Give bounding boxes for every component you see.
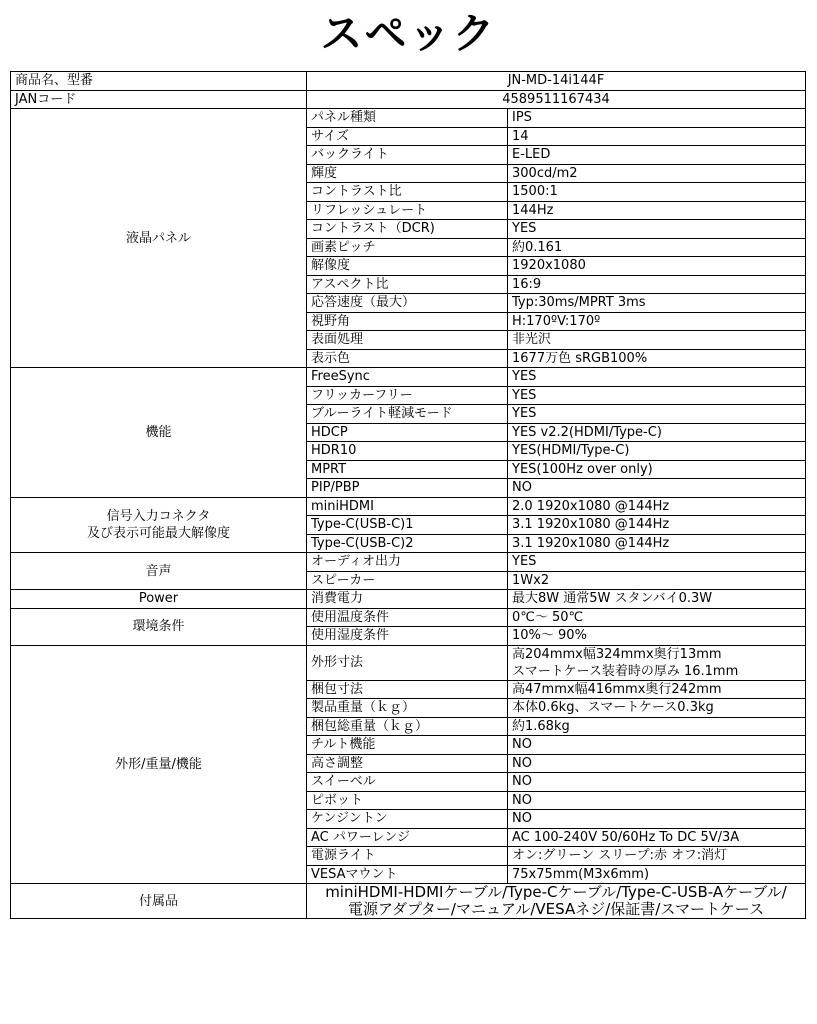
spec-label: オーディオ出力 bbox=[307, 553, 508, 572]
table-row bbox=[11, 497, 806, 516]
accessories-line2: 電源アダプター/マニュアル/VESAネジ/保証書/スマートケース bbox=[348, 900, 764, 918]
table-row bbox=[11, 884, 806, 919]
page-title: スペック bbox=[320, 9, 497, 58]
spec-value bbox=[508, 645, 806, 680]
spec-value: オン:グリーン スリープ:赤 オフ:消灯 bbox=[508, 847, 806, 866]
spec-value: 3.1 1920x1080 @144Hz bbox=[508, 534, 806, 553]
spec-value: 約1.68kg bbox=[508, 717, 806, 736]
spec-value: 最大8W 通常5W スタンバイ0.3W bbox=[508, 590, 806, 609]
spec-value: 1677万色 sRGB100% bbox=[508, 349, 806, 368]
spec-label: 画素ピッチ bbox=[307, 238, 508, 257]
spec-value: 14 bbox=[508, 127, 806, 146]
category-label: 液晶パネル bbox=[125, 230, 191, 246]
category-cell bbox=[11, 590, 307, 609]
spec-label: サイズ bbox=[307, 127, 508, 146]
spec-label: Type-C(USB-C)2 bbox=[307, 534, 508, 553]
spec-label: コントラスト（DCR) bbox=[307, 220, 508, 239]
spec-label: AC パワーレンジ bbox=[307, 828, 508, 847]
category-label: Power bbox=[138, 591, 179, 607]
spec-label: 梱包寸法 bbox=[307, 680, 508, 699]
category-label: 機能 bbox=[145, 424, 172, 440]
category-label-line2: 及び表示可能最大解像度 bbox=[86, 525, 230, 541]
spec-value: 本体0.6kg、スマートケース0.3kg bbox=[508, 699, 806, 718]
spec-label: 製品重量（ｋｇ） bbox=[307, 699, 508, 718]
spec-value: 1500:1 bbox=[508, 183, 806, 202]
spec-label: MPRT bbox=[307, 460, 508, 479]
spec-label: バックライト bbox=[307, 146, 508, 165]
spec-label: 外形寸法 bbox=[307, 645, 508, 680]
header-label: JANコード bbox=[11, 90, 307, 109]
category-label: 音声 bbox=[145, 563, 172, 579]
table-row bbox=[11, 109, 806, 128]
category-label: 環境条件 bbox=[132, 619, 185, 634]
spec-value: 10%～ 90% bbox=[508, 627, 806, 646]
spec-label: ブルーライト軽減モード bbox=[307, 405, 508, 424]
spec-label: VESAマウント bbox=[307, 865, 508, 884]
spec-label: アスペクト比 bbox=[307, 275, 508, 294]
spec-label: Type-C(USB-C)1 bbox=[307, 516, 508, 535]
spec-value: 非光沢 bbox=[508, 331, 806, 350]
spec-label: 表面処理 bbox=[307, 331, 508, 350]
category-cell bbox=[11, 645, 307, 884]
spec-label: スピーカー bbox=[307, 571, 508, 590]
spec-label: HDCP bbox=[307, 423, 508, 442]
spec-label: 使用湿度条件 bbox=[307, 627, 508, 646]
category-cell bbox=[11, 368, 307, 498]
spec-label: 消費電力 bbox=[307, 590, 508, 609]
spec-label: HDR10 bbox=[307, 442, 508, 461]
spec-label: 解像度 bbox=[307, 257, 508, 276]
spec-label: フリッカーフリー bbox=[307, 386, 508, 405]
spec-value: YES bbox=[508, 386, 806, 405]
accessories-line1: miniHDMI-HDMIケーブル/Type-Cケーブル/Type-C-USB-Aケーブル/ bbox=[325, 883, 787, 901]
spec-label: ケンジントン bbox=[307, 810, 508, 829]
spec-value: YES(HDMI/Type-C) bbox=[508, 442, 806, 461]
spec-table bbox=[10, 71, 806, 919]
spec-label: コントラスト比 bbox=[307, 183, 508, 202]
table-row bbox=[11, 553, 806, 572]
spec-label: 使用温度条件 bbox=[307, 608, 508, 627]
spec-value: IPS bbox=[508, 109, 806, 128]
spec-value: 約0.161 bbox=[508, 238, 806, 257]
spec-label: リフレッシュレート bbox=[307, 201, 508, 220]
accessories-value bbox=[307, 884, 806, 919]
spec-label: 高さ調整 bbox=[307, 754, 508, 773]
category-label: 信号入力コネクタ bbox=[106, 508, 211, 524]
spec-value: YES bbox=[508, 405, 806, 424]
spec-value: NO bbox=[508, 810, 806, 829]
spec-label: 表示色 bbox=[307, 349, 508, 368]
table-row bbox=[11, 645, 806, 680]
table-row bbox=[11, 608, 806, 627]
spec-value: 16:9 bbox=[508, 275, 806, 294]
header-label: 商品名、型番 bbox=[11, 72, 307, 91]
category-label: 外形/重量/機能 bbox=[115, 756, 202, 772]
spec-value: 300cd/m2 bbox=[508, 164, 806, 183]
category-cell bbox=[11, 608, 307, 645]
spec-value: NO bbox=[508, 736, 806, 755]
category-cell bbox=[11, 497, 307, 553]
header-value: 4589511167434 bbox=[307, 90, 806, 109]
spec-value: NO bbox=[508, 773, 806, 792]
accessories-category: 付属品 bbox=[11, 884, 307, 919]
table-row bbox=[11, 90, 806, 109]
spec-value: 0℃～ 50℃ bbox=[508, 608, 806, 627]
spec-value: 2.0 1920x1080 @144Hz bbox=[508, 497, 806, 516]
category-cell bbox=[11, 109, 307, 368]
spec-value: E-LED bbox=[508, 146, 806, 165]
spec-label: ピボット bbox=[307, 791, 508, 810]
table-row bbox=[11, 72, 806, 91]
spec-value: YES bbox=[508, 553, 806, 572]
spec-value: YES v2.2(HDMI/Type-C) bbox=[508, 423, 806, 442]
spec-label: 応答速度（最大） bbox=[307, 294, 508, 313]
spec-value: 1920x1080 bbox=[508, 257, 806, 276]
spec-label: 電源ライト bbox=[307, 847, 508, 866]
spec-value: YES bbox=[508, 368, 806, 387]
spec-table-body bbox=[11, 72, 806, 919]
spec-value: AC 100-240V 50/60Hz To DC 5V/3A bbox=[508, 828, 806, 847]
spec-value: YES(100Hz over only) bbox=[508, 460, 806, 479]
spec-value-line2: スマートケース装着時の厚み 16.1mm bbox=[512, 663, 739, 679]
spec-value: NO bbox=[508, 479, 806, 498]
spec-value: H:170ºV:170º bbox=[508, 312, 806, 331]
spec-label: FreeSync bbox=[307, 368, 508, 387]
spec-label: 輝度 bbox=[307, 164, 508, 183]
spec-label: 視野角 bbox=[307, 312, 508, 331]
spec-label: miniHDMI bbox=[307, 497, 508, 516]
spec-value-line1: 高204mmx幅324mmx奥行13mm bbox=[512, 646, 722, 662]
spec-label: 梱包総重量（ｋｇ） bbox=[307, 717, 508, 736]
category-cell bbox=[11, 553, 307, 590]
spec-label: チルト機能 bbox=[307, 736, 508, 755]
spec-value: 75x75mm(M3x6mm) bbox=[508, 865, 806, 884]
spec-value: Typ:30ms/MPRT 3ms bbox=[508, 294, 806, 313]
spec-value: YES bbox=[508, 220, 806, 239]
spec-label: パネル種類 bbox=[307, 109, 508, 128]
spec-label: PIP/PBP bbox=[307, 479, 508, 498]
spec-value: 高47mmx幅416mmx奥行242mm bbox=[508, 680, 806, 699]
spec-value: 3.1 1920x1080 @144Hz bbox=[508, 516, 806, 535]
spec-value: NO bbox=[508, 791, 806, 810]
spec-value: 144Hz bbox=[508, 201, 806, 220]
header-value: JN-MD-14i144F bbox=[307, 72, 806, 91]
table-row bbox=[11, 368, 806, 387]
table-row bbox=[11, 590, 806, 609]
spec-value: NO bbox=[508, 754, 806, 773]
spec-label: スイーベル bbox=[307, 773, 508, 792]
spec-value: 1Wx2 bbox=[508, 571, 806, 590]
